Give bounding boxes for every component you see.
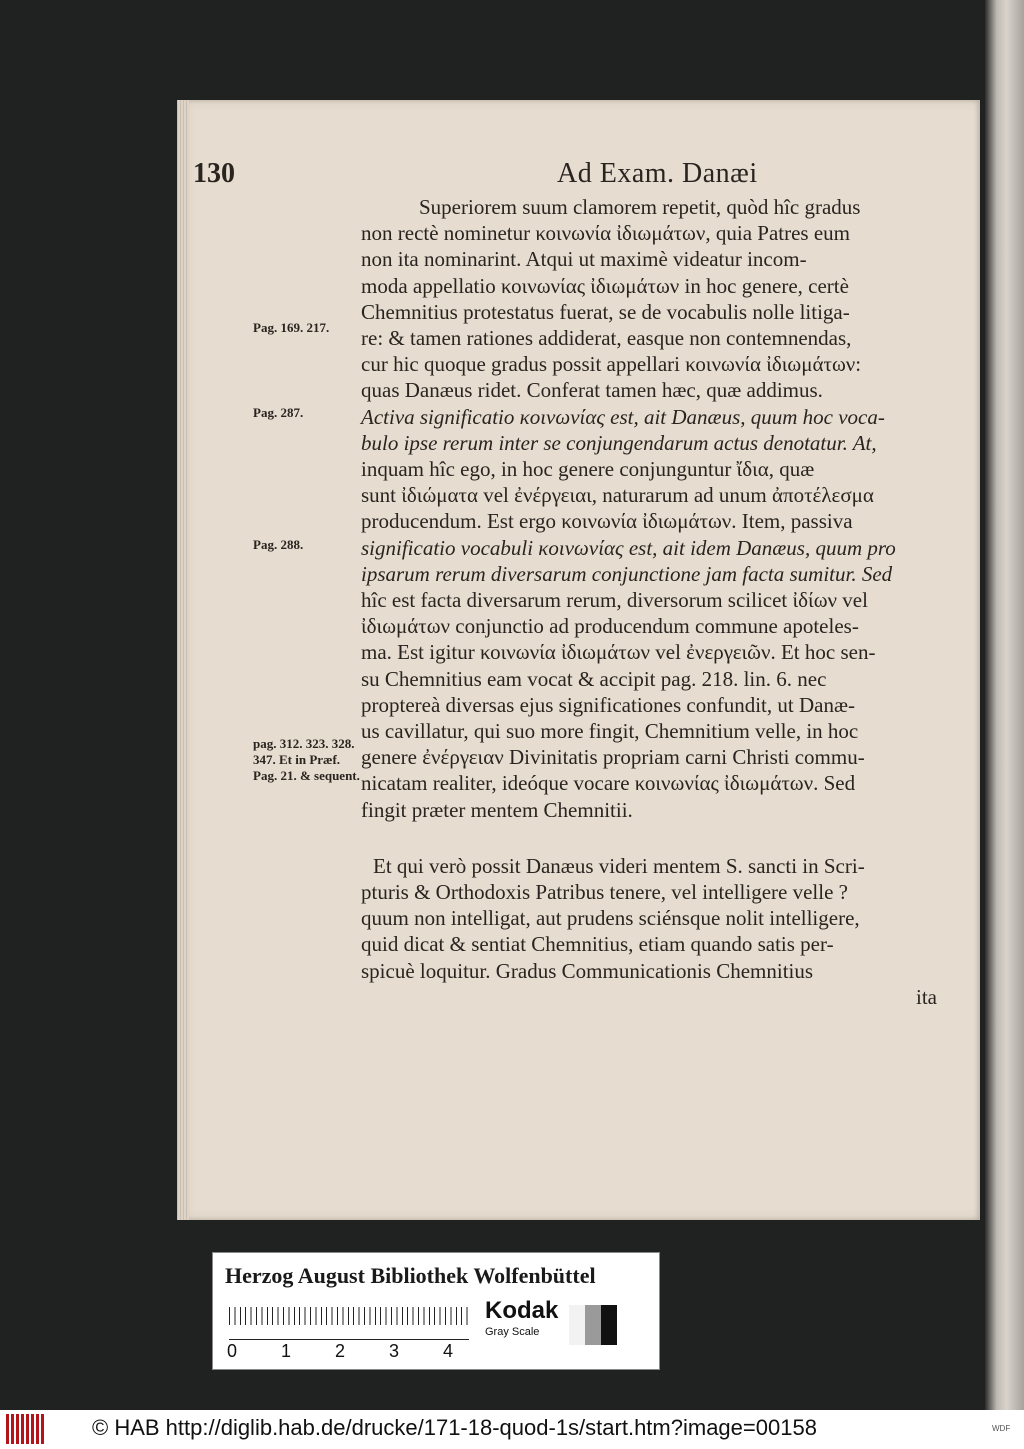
color-target bbox=[212, 1252, 660, 1370]
ruler-label: 3 bbox=[389, 1341, 400, 1361]
book-page bbox=[177, 100, 980, 1220]
text-line: Superiorem suum clamorem repetit, quòd hîc gradus bbox=[419, 195, 861, 219]
running-title: Ad Exam. Danæi bbox=[557, 158, 758, 189]
text-line: pturis & Orthodoxis Patribus tenere, vel intelligere velle ? bbox=[361, 880, 848, 905]
text-line: non rectè nominetur κοινωνία ἰδιωμάτων, quia Patres eum bbox=[361, 221, 851, 246]
ruler-baseline bbox=[229, 1339, 469, 1340]
text-line: fingit præter mentem Chemnitii. bbox=[361, 797, 633, 822]
ruler-label: 1 bbox=[281, 1341, 292, 1361]
text-line: significatio vocabuli κοινωνίας est, ait idem Danæus, quum pro bbox=[361, 535, 896, 560]
text-line: spicuè loquitur. Gradus Communicationis Chemnitius bbox=[361, 958, 814, 983]
gray-patch bbox=[585, 1305, 601, 1345]
text-line: producendum. Est ergo κοινωνία ἰδιωμάτων. Item, passiva bbox=[361, 509, 853, 534]
text-line: Chemnitius protestatus fuerat, se de vocabulis nolle litiga- bbox=[361, 299, 850, 324]
text-line: Et qui verò possit Danæus videri mentem S. sancti in Scri- bbox=[373, 853, 865, 878]
gray-scale-label: Gray Scale bbox=[485, 1326, 540, 1338]
kodak-logo: Kodak bbox=[485, 1297, 559, 1324]
text-line: quum non intelligat, aut prudens sciénsque nolit intelligere, bbox=[361, 906, 860, 931]
text-line: nicatam realiter, ideóque vocare κοινωνίας ἰδιωμάτων. Sed bbox=[361, 771, 856, 796]
text-line: bulo ipse rerum inter se conjungendarum actus denotatur. At, bbox=[361, 430, 877, 455]
text-line: inquam hîc ego, in hoc genere conjunguntur ἴδια, quæ bbox=[361, 457, 815, 482]
text-line: quas Danæus ridet. Conferat tamen hæc, quæ addimus. bbox=[361, 378, 823, 403]
target-title: Herzog August Bibliothek Wolfenbüttel bbox=[225, 1263, 596, 1288]
facing-page-edge bbox=[985, 0, 1024, 1410]
paragraph bbox=[361, 194, 937, 823]
footer-mark: WDF bbox=[992, 1424, 1011, 1433]
catchword: ita bbox=[916, 984, 937, 1009]
text-line: cur hic quoque gradus possit appellari κοινωνία ἰδιωμάτων: bbox=[361, 352, 862, 377]
text-line: ipsarum rerum diversarum conjunctione jam facta sumitur. Sed bbox=[361, 561, 893, 586]
gray-patch bbox=[569, 1305, 585, 1345]
text-line: ἰδιωμάτων conjunctio ad producendum commune apoteles- bbox=[361, 614, 859, 639]
text-line: non ita nominarint. Atqui ut maximè videatur incom- bbox=[361, 247, 807, 272]
margin-note: Pag. 287. bbox=[253, 405, 304, 420]
gray-patch bbox=[601, 1305, 617, 1345]
gray-patches bbox=[569, 1305, 617, 1345]
paragraph bbox=[361, 853, 937, 984]
margin-note: Pag. 288. bbox=[253, 537, 304, 552]
text-line: re: & tamen rationes addiderat, easque non contemnendas, bbox=[361, 326, 852, 351]
text-line: ma. Est igitur κοινωνία ἰδιωμάτων vel ἐνεργειῶν. Et hoc sen- bbox=[361, 640, 876, 665]
ruler-labels bbox=[223, 1341, 483, 1363]
footer bbox=[0, 1410, 1024, 1449]
margin-note: Pag. 169. 217. bbox=[253, 320, 330, 335]
ruler-label: 4 bbox=[443, 1341, 454, 1361]
page-number: 130 bbox=[193, 158, 235, 189]
ruler-label: 2 bbox=[335, 1341, 346, 1361]
text-line: hîc est facta diversarum rerum, diversorum scilicet ἰδίων vel bbox=[361, 588, 868, 613]
copyright-url[interactable]: © HAB http://diglib.hab.de/drucke/171-18-quod-1s/start.htm?image=00158 bbox=[92, 1415, 817, 1440]
ruler-ticks bbox=[229, 1307, 469, 1337]
ruler-label: 0 bbox=[227, 1341, 238, 1361]
margin-note: pag. 312. 323. 328. 347. Et in Præf. Pag. 21. & sequent. bbox=[253, 736, 360, 783]
hab-logo-icon bbox=[6, 1414, 46, 1444]
text-line: sunt ἰδιώματα vel ἐνέργειαι, naturarum ad unum ἀποτέλεσμα bbox=[361, 483, 874, 508]
body-text bbox=[361, 194, 937, 1010]
text-line: moda appellatio κοινωνίας ἰδιωμάτων in hoc genere, certè bbox=[361, 273, 849, 298]
page-edge bbox=[177, 100, 189, 1220]
text-line: genere ἐνέργειαν Divinitatis propriam carni Christi commu- bbox=[361, 745, 865, 770]
text-line: quid dicat & sentiat Chemnitius, etiam quando satis per- bbox=[361, 932, 834, 957]
text-line: su Chemnitius eam vocat & accipit pag. 218. lin. 6. nec bbox=[361, 666, 827, 691]
text-line: proptereà diversas ejus significationes confundit, ut Danæ- bbox=[361, 692, 855, 717]
text-line: Activa significatio κοινωνίας est, ait Danæus, quum hoc voca- bbox=[361, 404, 885, 429]
text-line: us cavillatur, qui suo more fingit, Chemnitium velle, in hoc bbox=[361, 719, 859, 744]
